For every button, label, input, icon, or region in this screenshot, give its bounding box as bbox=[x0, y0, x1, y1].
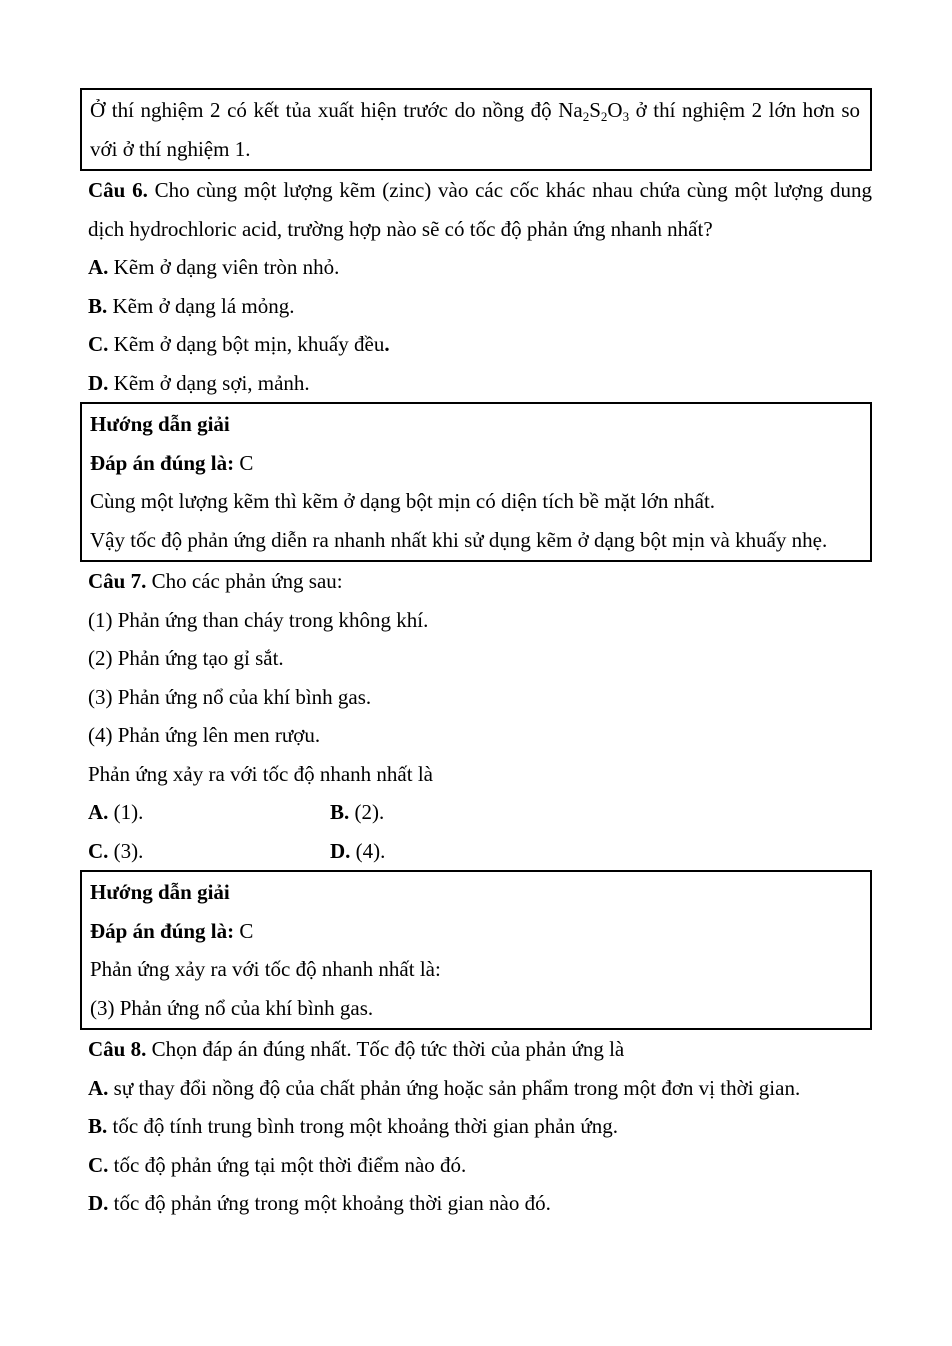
question6-option-d: D. Kẽm ở dạng sợi, mảnh. bbox=[88, 370, 310, 395]
question7-option-c: C. (3). bbox=[88, 838, 144, 863]
question8-option-c: C. tốc độ phản ứng tại một thời điểm nào đó. bbox=[88, 1152, 467, 1177]
solution7-answer: Đáp án đúng là: C bbox=[90, 918, 254, 943]
solution7-line-1: Phản ứng xảy ra với tốc độ nhanh nhất là: bbox=[90, 957, 441, 981]
solution6-line-1: Cùng một lượng kẽm thì kẽm ở dạng bột mịn có diện tích bề mặt lớn nhất. bbox=[90, 489, 716, 513]
solution7-line-2: (3) Phản ứng nổ của khí bình gas. bbox=[90, 995, 374, 1020]
question6-option-c: C. Kẽm ở dạng bột mịn, khuấy đều. bbox=[88, 332, 390, 356]
question7-stem: Phản ứng xảy ra với tốc độ nhanh nhất là bbox=[88, 761, 433, 786]
solution6-answer: Đáp án đúng là: C bbox=[90, 450, 254, 475]
question7-option-b: B. (2). bbox=[330, 800, 385, 824]
question7-option-d: D. (4). bbox=[330, 838, 386, 863]
question7-solution-box bbox=[80, 870, 872, 1030]
solution6-heading: Hướng dẫn giải bbox=[90, 412, 230, 436]
note-box bbox=[80, 88, 872, 171]
note-text: Ở thí nghiệm 2 có kết tủa xuất hiện trước do nồng độ $Na_2S_2O_3$ ở thí nghiệm 2 lớn hơn so với ở thí nghiệm 1. bbox=[90, 98, 861, 161]
question8-text: Câu 8. Chọn đáp án đúng nhất. Tốc độ tức thời của phản ứng là bbox=[88, 1037, 625, 1061]
question6-option-a: A. Kẽm ở dạng viên tròn nhỏ. bbox=[88, 255, 340, 279]
question8-option-a: A. sự thay đổi nồng độ của chất phản ứng hoặc sản phẩm trong một đơn vị thời gian. bbox=[88, 1075, 801, 1100]
question7-item-4: (4) Phản ứng lên men rượu. bbox=[88, 723, 321, 747]
question8-option-d: D. tốc độ phản ứng trong một khoảng thời gian nào đó. bbox=[88, 1191, 551, 1215]
question7-text: Câu 7. Cho các phản ứng sau: bbox=[88, 569, 343, 593]
solution7-heading: Hướng dẫn giải bbox=[90, 880, 230, 904]
question6-option-b: B. Kẽm ở dạng lá mỏng. bbox=[88, 293, 295, 318]
question7-item-3: (3) Phản ứng nổ của khí bình gas. bbox=[88, 684, 372, 709]
question7-options-row-2 bbox=[80, 832, 872, 871]
question7-options-row-1 bbox=[80, 793, 872, 832]
question8-option-b: B. tốc độ tính trung bình trong một khoảng thời gian phản ứng. bbox=[88, 1114, 618, 1138]
question7-option-a: A. (1). bbox=[88, 800, 144, 824]
question6-solution-box bbox=[80, 402, 872, 562]
solution6-line-2: Vậy tốc độ phản ứng diễn ra nhanh nhất khi sử dụng kẽm ở dạng bột mịn và khuấy nhẹ. bbox=[90, 527, 828, 552]
question7-item-2: (2) Phản ứng tạo gỉ sắt. bbox=[88, 646, 284, 670]
question6-text: Câu 6. Cho cùng một lượng kẽm (zinc) vào các cốc khác nhau chứa cùng một lượng dung dịch hydrochloric acid, trường hợp nào sẽ có tốc độ phản ứng nhanh nhất? bbox=[88, 178, 872, 241]
question7-item-1: (1) Phản ứng than cháy trong không khí. bbox=[88, 607, 429, 632]
